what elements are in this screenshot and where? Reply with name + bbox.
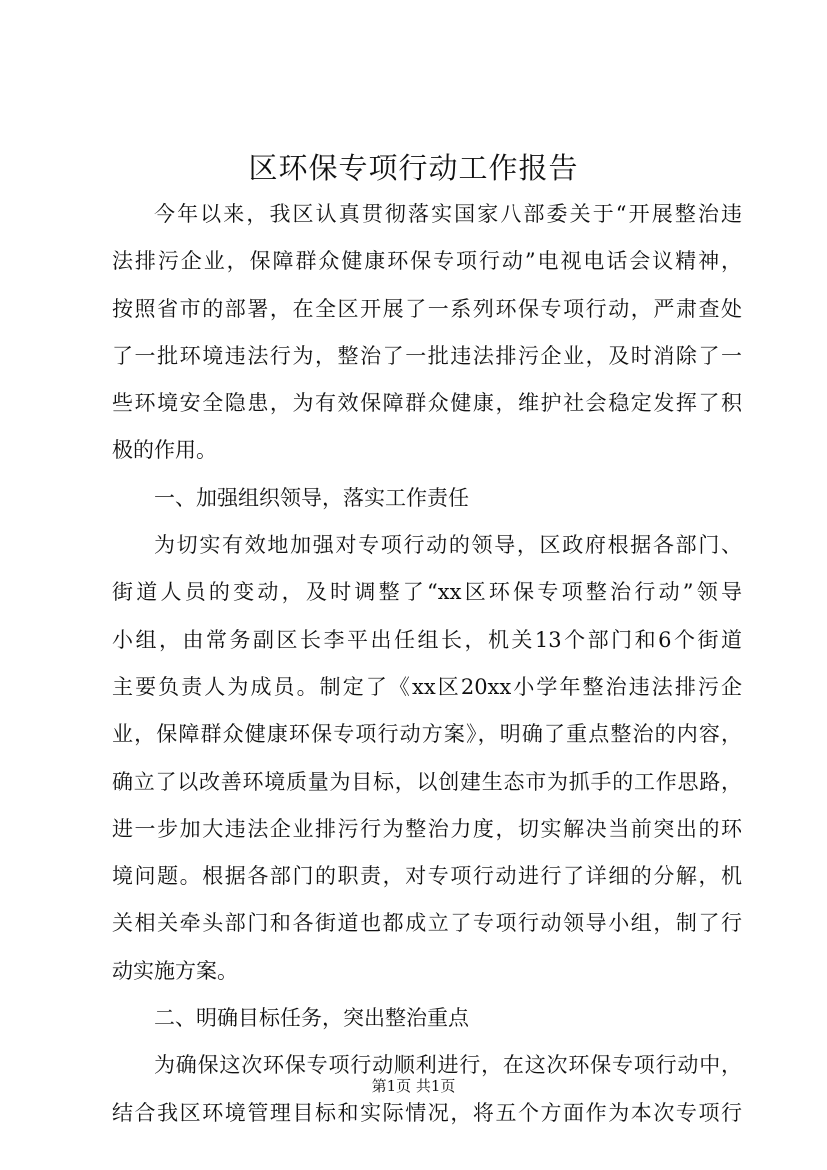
document-body (112, 191, 742, 1137)
text-line: 为切实有效地加强对专项行动的领导，区政府根据各部门、 (154, 533, 742, 558)
section-heading: 一、加强组织领导，落实工作责任 (154, 485, 469, 510)
text-line: 关相关牵头部门和各街道也都成立了专项行动领导小组，制了行 (112, 911, 742, 936)
text-line: 结合我区环境管理目标和实际情况，将五个方面作为本次专项行 (112, 1100, 742, 1125)
text-line: 进一步加大违法企业排污行为整治力度，切实解决当前突出的环 (112, 816, 742, 841)
text-line: 业，保障群众健康环保专项行动方案》，明确了重点整治的内容， (112, 722, 742, 747)
text-line: 了一批环境违法行为，整治了一批违法排污企业，及时消除了一 (112, 343, 742, 368)
text-line: 街道人员的变动，及时调整了“xx区环保专项整治行动”领导 (112, 580, 742, 605)
document-title: 区环保专项行动工作报告 (248, 151, 579, 185)
text-line: 境问题。根据各部门的职责，对专项行动进行了详细的分解，机 (112, 864, 742, 889)
text-line: 主要负责人为成员。制定了《xx区20xx小学年整治违法排污企 (112, 674, 742, 699)
text-line: 为确保这次环保专项行动顺利进行，在这次环保专项行动中， (154, 1053, 742, 1078)
text-line: 今年以来，我区认真贯彻落实国家八部委关于“开展整治违 (154, 202, 742, 226)
section-heading: 二、明确目标任务，突出整治重点 (154, 1006, 469, 1031)
text-line: 法排污企业，保障群众健康环保专项行动”电视电话会议精神， (112, 249, 742, 274)
text-line: 极的作用。 (112, 438, 217, 463)
text-line: 小组，由常务副区长李平出任组长，机关13个部门和6个街道 (112, 627, 742, 652)
text-line: 些环境安全隐患，为有效保障群众健康，维护社会稳定发挥了积 (112, 391, 742, 416)
text-line: 确立了以改善环境质量为目标，以创建生态市为抓手的工作思路， (112, 769, 742, 794)
text-line: 按照省市的部署，在全区开展了一系列环保专项行动，严肃查处 (112, 296, 742, 321)
page-footer: 第1页 共1页 (371, 1077, 456, 1095)
text-line: 动实施方案。 (112, 958, 238, 983)
